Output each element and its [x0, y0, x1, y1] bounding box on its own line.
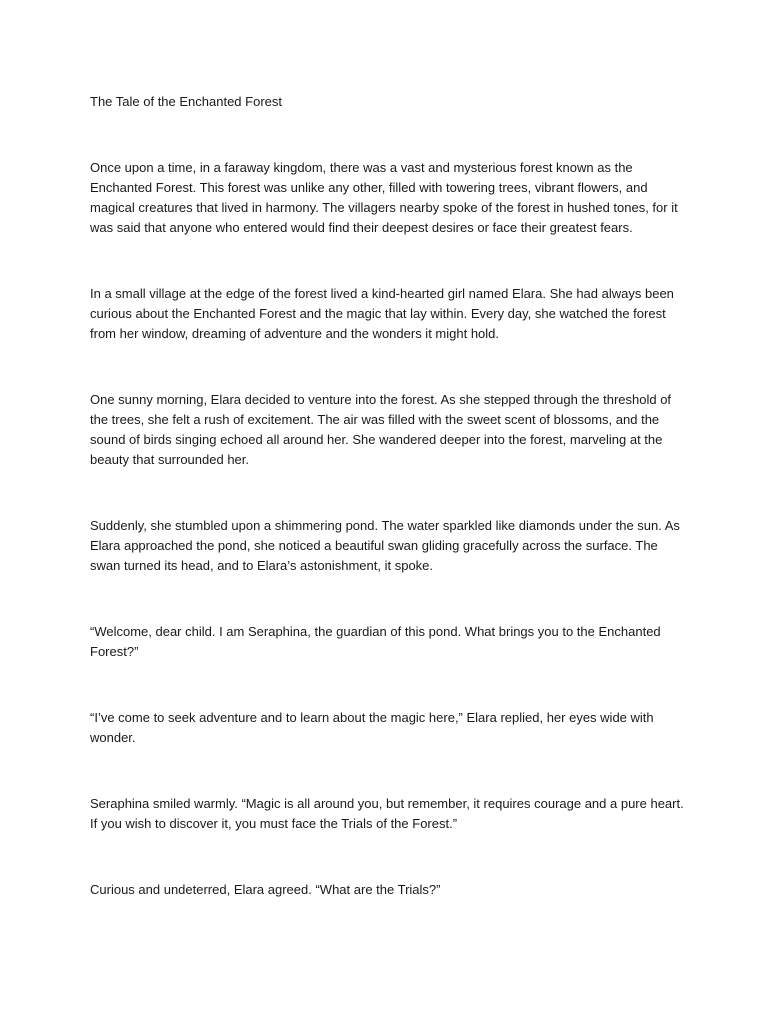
paragraph-6: “I’ve come to seek adventure and to learn about the magic here,” Elara replied, her eyes wide with wonder. — [90, 710, 654, 745]
paragraph-4: Suddenly, she stumbled upon a shimmering pond. The water sparkled like diamonds under the sun. As Elara approached the pond, she noticed a beautiful swan gliding gracefully across the surface. The swan turned its head, and to Elara’s astonishment, it spoke. — [90, 518, 680, 573]
paragraph-7: Seraphina smiled warmly. “Magic is all around you, but remember, it requires courage and a pure heart. If you wish to discover it, you must face the Trials of the Forest.” — [90, 796, 684, 831]
paragraph-8: Curious and undeterred, Elara agreed. “What are the Trials?” — [90, 882, 441, 897]
paragraph-5: “Welcome, dear child. I am Seraphina, the guardian of this pond. What brings you to the Enchanted Forest?” — [90, 624, 661, 659]
document-body — [90, 92, 686, 946]
paragraph-3: One sunny morning, Elara decided to venture into the forest. As she stepped through the threshold of the trees, she felt a rush of excitement. The air was filled with the sweet scent of blossoms, and the sound of birds singing echoed all around her. She wandered deeper into the forest, marveling at the beauty that surrounded her. — [90, 392, 672, 467]
paragraph-1: Once upon a time, in a faraway kingdom, there was a vast and mysterious forest known as the Enchanted Forest. This forest was unlike any other, filled with towering trees, vibrant flowers, and magical creatures that lived in harmony. The villagers nearby spoke of the forest in hushed tones, for it was said that anyone who entered would find their deepest desires or face their greatest fears. — [90, 160, 678, 235]
document-title: The Tale of the Enchanted Forest — [90, 94, 282, 109]
paragraph-2: In a small village at the edge of the forest lived a kind-hearted girl named Elara. She had always been curious about the Enchanted Forest and the magic that lay within. Every day, she watched the forest from her window, dreaming of adventure and the wonders it might hold. — [90, 286, 674, 341]
